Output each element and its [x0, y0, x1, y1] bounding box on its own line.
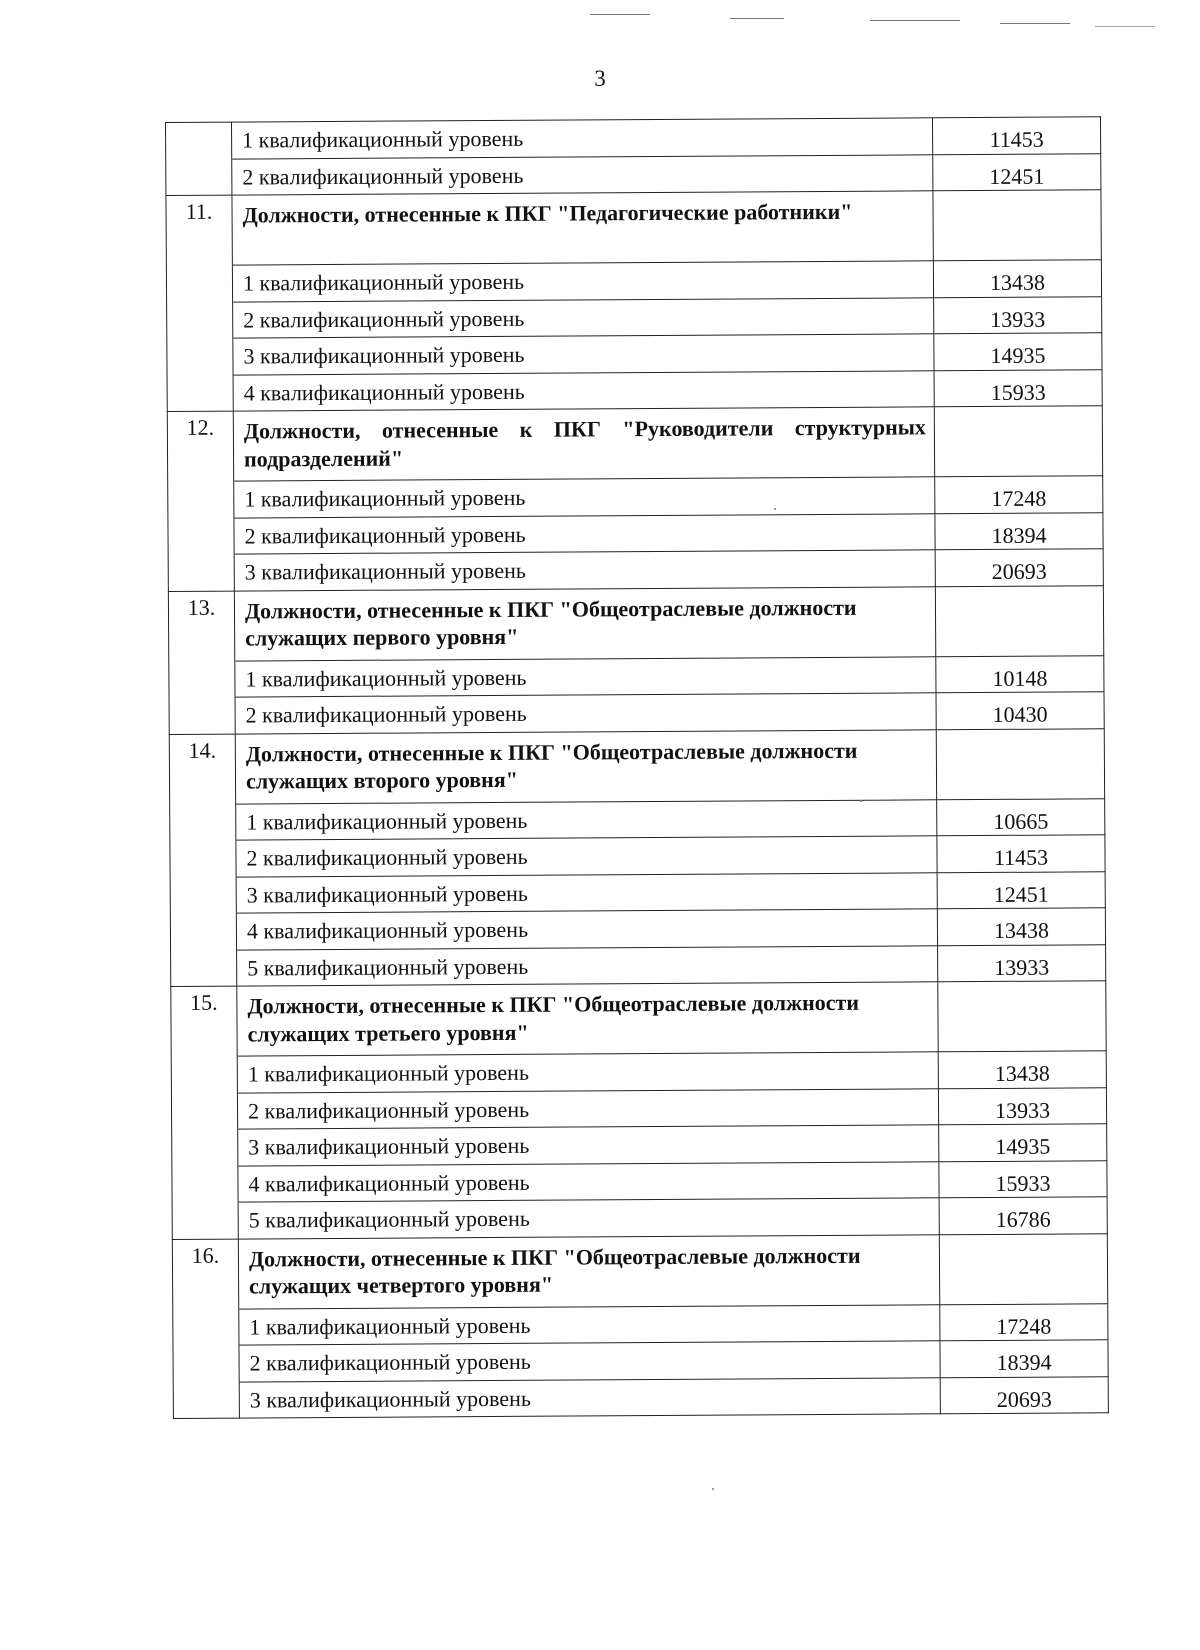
- table-row: [166, 153, 1101, 195]
- level-label-cell: 1 квалификационный уровень: [236, 799, 937, 840]
- row-number-cell: [166, 265, 232, 302]
- salary-value-cell: 11453: [937, 835, 1105, 873]
- salary-value-cell: 10148: [936, 655, 1104, 693]
- salary-value-cell: 11453: [932, 117, 1100, 155]
- row-number-cell: [171, 1093, 237, 1130]
- group-title-cell: Должности, отнесенные к ПКГ "Руководители структурных подразделений": [233, 407, 934, 481]
- table-group-row: [167, 406, 1102, 482]
- salary-value-cell: 18394: [940, 1340, 1108, 1378]
- level-label-cell: 4 квалификационный уровень: [238, 1161, 939, 1202]
- table-row: [173, 1340, 1108, 1382]
- row-number-cell: [166, 159, 232, 196]
- table-row: [170, 835, 1105, 877]
- scan-mark: [870, 20, 960, 21]
- salary-value-cell: 12451: [937, 871, 1105, 909]
- row-number-cell: [166, 122, 232, 159]
- salary-value-cell: 17248: [935, 476, 1103, 514]
- level-label-cell: 2 квалификационный уровень: [237, 1088, 938, 1129]
- row-number-cell: [172, 1202, 238, 1239]
- table-row: [168, 549, 1103, 591]
- row-number-cell: [172, 1129, 238, 1166]
- table-row: [167, 333, 1102, 375]
- salary-value-cell: 13933: [938, 1087, 1106, 1125]
- row-number-cell: 15.: [171, 986, 237, 1056]
- level-label-cell: 4 квалификационный уровень: [233, 370, 934, 411]
- row-number-cell: [171, 950, 237, 987]
- row-number-cell: [169, 697, 235, 734]
- salary-table-body: [166, 117, 1109, 1419]
- table-row: [166, 260, 1101, 302]
- scan-mark: [590, 14, 650, 15]
- row-number-cell: 14.: [169, 734, 235, 804]
- level-label-cell: 2 квалификационный уровень: [233, 297, 934, 338]
- table-row: [166, 117, 1101, 159]
- row-number-cell: 16.: [172, 1239, 238, 1309]
- row-number-cell: [173, 1382, 239, 1419]
- salary-value-cell: 13438: [938, 1051, 1106, 1089]
- group-title-cell: Должности, отнесенные к ПКГ "Общеотраслевые должности служащих первого уровня": [234, 586, 935, 660]
- level-label-cell: 4 квалификационный уровень: [236, 909, 937, 950]
- scan-mark: [1095, 26, 1155, 27]
- group-title-cell: Должности, отнесенные к ПКГ "Общеотраслевые должности служащих четвертого уровня": [238, 1234, 939, 1308]
- salary-table: [165, 116, 1109, 1419]
- salary-value-cell: [934, 406, 1102, 477]
- row-number-cell: [170, 804, 236, 841]
- level-label-cell: 1 квалификационный уровень: [234, 477, 935, 518]
- salary-value-cell: 20693: [940, 1376, 1108, 1414]
- table-row: [173, 1303, 1108, 1345]
- salary-value-cell: [935, 585, 1103, 656]
- salary-value-cell: 20693: [935, 549, 1103, 587]
- row-number-cell: [173, 1309, 239, 1346]
- table-row: [170, 908, 1105, 950]
- table-group-row: [172, 1233, 1107, 1309]
- row-number-cell: 11.: [166, 195, 232, 265]
- group-title-cell: Должности, отнесенные к ПКГ "Общеотраслевые должности служащих второго уровня": [235, 729, 936, 803]
- table-row: [172, 1197, 1107, 1239]
- table-row: [171, 1087, 1106, 1129]
- salary-value-cell: 17248: [940, 1303, 1108, 1341]
- level-label-cell: 1 квалификационный уровень: [239, 1304, 940, 1345]
- scan-mark: [1000, 23, 1070, 24]
- page-number: 3: [594, 66, 606, 91]
- scan-dust: [774, 508, 776, 510]
- salary-value-cell: 12451: [933, 153, 1101, 191]
- row-number-cell: [168, 518, 234, 555]
- level-label-cell: 3 квалификационный уровень: [236, 872, 937, 913]
- table-group-row: [168, 585, 1103, 661]
- salary-value-cell: 10665: [937, 798, 1105, 836]
- group-title-cell: Должности, отнесенные к ПКГ "Педагогические работники": [232, 191, 933, 265]
- row-number-cell: 13.: [168, 591, 234, 661]
- table-row: [172, 1124, 1107, 1166]
- scan-dust: [712, 1488, 714, 1490]
- row-number-cell: [169, 661, 235, 698]
- level-label-cell: 1 квалификационный уровень: [235, 656, 936, 697]
- row-number-cell: [173, 1345, 239, 1382]
- scan-mark: [730, 18, 784, 19]
- level-label-cell: 3 квалификационный уровень: [233, 334, 934, 375]
- row-number-cell: [171, 1056, 237, 1093]
- scan-dust: [860, 800, 862, 802]
- table-row: [173, 1376, 1108, 1418]
- table-row: [169, 655, 1104, 697]
- table-row: [168, 476, 1103, 518]
- table-row: [171, 1051, 1106, 1093]
- table-group-row: [169, 728, 1104, 804]
- salary-value-cell: 13438: [937, 908, 1105, 946]
- salary-value-cell: 13933: [938, 944, 1106, 982]
- row-number-cell: [170, 840, 236, 877]
- salary-value-cell: 14935: [934, 333, 1102, 371]
- salary-value-cell: 16786: [939, 1197, 1107, 1235]
- table-row: [170, 798, 1105, 840]
- row-number-cell: [170, 877, 236, 914]
- level-label-cell: 1 квалификационный уровень: [232, 261, 933, 302]
- table-row: [167, 296, 1102, 338]
- level-label-cell: 3 квалификационный уровень: [234, 550, 935, 591]
- level-label-cell: 5 квалификационный уровень: [238, 1198, 939, 1239]
- table-row: [172, 1160, 1107, 1202]
- level-label-cell: 2 квалификационный уровень: [236, 836, 937, 877]
- row-number-cell: [167, 302, 233, 339]
- level-label-cell: 5 квалификационный уровень: [237, 945, 938, 986]
- salary-value-cell: [938, 981, 1106, 1052]
- table-row: [168, 512, 1103, 554]
- salary-value-cell: 15933: [934, 369, 1102, 407]
- row-number-cell: [170, 913, 236, 950]
- scan-artifact-marks: [590, 8, 1170, 32]
- salary-value-cell: 10430: [936, 692, 1104, 730]
- row-number-cell: [167, 375, 233, 412]
- salary-value-cell: 13933: [934, 296, 1102, 334]
- row-number-cell: [172, 1166, 238, 1203]
- salary-value-cell: [936, 728, 1104, 799]
- level-label-cell: 2 квалификационный уровень: [232, 154, 933, 195]
- table-row: [167, 369, 1102, 411]
- table-row: [170, 871, 1105, 913]
- salary-value-cell: 15933: [939, 1160, 1107, 1198]
- table-group-row: [171, 981, 1106, 1057]
- level-label-cell: 2 квалификационный уровень: [234, 513, 935, 554]
- row-number-cell: [168, 554, 234, 591]
- level-label-cell: 3 квалификационный уровень: [239, 1377, 940, 1418]
- row-number-cell: 12.: [167, 411, 233, 481]
- level-label-cell: 2 квалификационный уровень: [239, 1341, 940, 1382]
- salary-value-cell: [933, 190, 1101, 261]
- row-number-cell: [168, 481, 234, 518]
- table-group-row: [166, 190, 1101, 266]
- level-label-cell: 1 квалификационный уровень: [232, 118, 933, 159]
- table-row: [171, 944, 1106, 986]
- table-row: [169, 692, 1104, 734]
- salary-table-container: [165, 116, 1108, 1419]
- salary-value-cell: 14935: [939, 1124, 1107, 1162]
- level-label-cell: 3 квалификационный уровень: [238, 1125, 939, 1166]
- salary-value-cell: 13438: [933, 260, 1101, 298]
- level-label-cell: 2 квалификационный уровень: [235, 693, 936, 734]
- row-number-cell: [167, 338, 233, 375]
- salary-value-cell: [939, 1233, 1107, 1304]
- salary-value-cell: 18394: [935, 512, 1103, 550]
- group-title-cell: Должности, отнесенные к ПКГ "Общеотраслевые должности служащих третьего уровня": [237, 982, 938, 1056]
- level-label-cell: 1 квалификационный уровень: [237, 1052, 938, 1093]
